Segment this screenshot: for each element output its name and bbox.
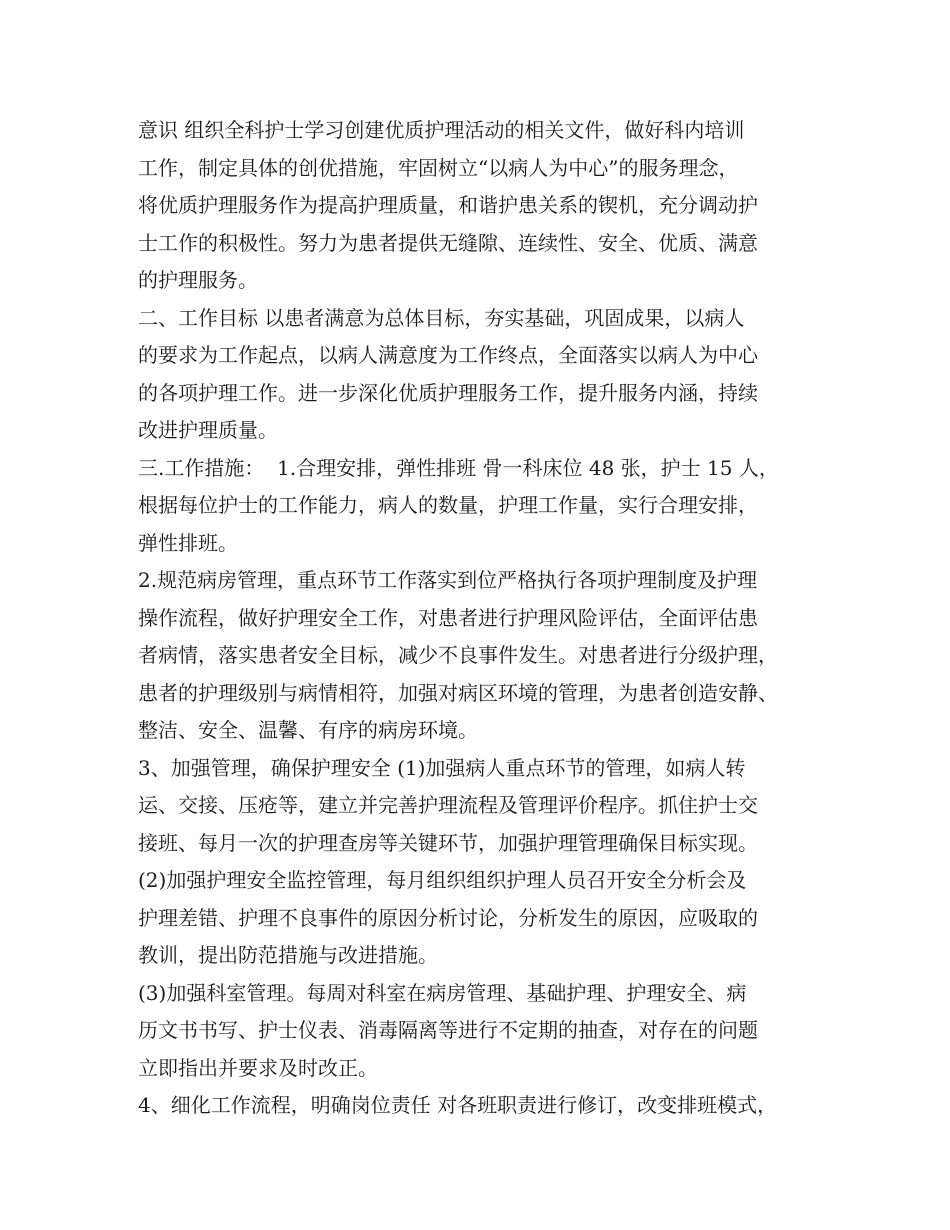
list-item-line: (2)加强护理安全监控管理，每月组织组织护理人员召开安全分析会及 <box>138 868 747 892</box>
text-line: 根据每位护士的工作能力，病人的数量，护理工作量，实行合理安排， <box>138 493 758 517</box>
text-line: 历文书书写、护士仪表、消毒隔离等进行不定期的抽查，对存在的问题 <box>138 1018 758 1042</box>
text-line: 教训，提出防范措施与改进措施。 <box>138 943 438 967</box>
text-line: 立即指出并要求及时改正。 <box>138 1055 378 1080</box>
text-line: 改进护理质量。 <box>138 418 278 442</box>
text-line: 士工作的积极性。努力为患者提供无缝隙、连续性、安全、优质、满意 <box>138 230 758 255</box>
text-line: 的要求为工作起点，以病人满意度为工作终点，全面落实以病人为中心 <box>138 343 758 367</box>
text-line: 整洁、安全、温馨、有序的病房环境。 <box>138 718 478 742</box>
text-line: 护理差错、护理不良事件的原因分析讨论，分析发生的原因，应吸取的 <box>138 905 758 930</box>
list-item-line: 4、细化工作流程，明确岗位责任 对各班职责进行修订，改变排班模式， <box>138 1093 778 1117</box>
text-line: 的护理服务。 <box>138 268 258 292</box>
text-line: 运、交接、压疮等，建立并完善护理流程及管理评价程序。抓住护士交 <box>138 793 758 817</box>
list-item-line: (3)加强科室管理。每周对科室在病房管理、基础护理、护理安全、病 <box>138 980 747 1005</box>
list-item-line: 3、加强管理，确保护理安全 (1)加强病人重点环节的管理，如病人转 <box>138 755 746 780</box>
text-line: 患者的护理级别与病情相符，加强对病区环境的管理，为患者创造安静、 <box>138 680 778 705</box>
text-line: 接班、每月一次的护理查房等关键环节，加强护理管理确保目标实现。 <box>138 830 758 855</box>
text-line: 者病情，落实患者安全目标，减少不良事件发生。对患者进行分级护理， <box>138 643 778 667</box>
document-body <box>138 112 838 1125</box>
text-line: 操作流程，做好护理安全工作，对患者进行护理风险评估，全面评估患 <box>138 605 758 630</box>
text-line: 意识 组织全科护士学习创建优质护理活动的相关文件，做好科内培训 <box>138 118 745 142</box>
text-line: 工作，制定具体的创优措施，牢固树立“以病人为中心”的服务理念， <box>138 155 739 180</box>
list-item-line: 2.规范病房管理，重点环节工作落实到位严格执行各项护理制度及护理 <box>138 568 758 592</box>
section-heading-line: 三.工作措施： 1.合理安排，弹性排班 骨一科床位 48 张，护士 15 人， <box>138 455 779 480</box>
section-heading-line: 二、工作目标 以患者满意为总体目标，夯实基础，巩固成果，以病人 <box>138 305 745 330</box>
text-line: 的各项护理工作。进一步深化优质护理服务工作，提升服务内涵，持续 <box>138 380 758 405</box>
text-line: 弹性排班。 <box>138 530 238 555</box>
text-line: 将优质护理服务作为提高护理质量，和谐护患关系的锲机，充分调动护 <box>138 193 758 217</box>
